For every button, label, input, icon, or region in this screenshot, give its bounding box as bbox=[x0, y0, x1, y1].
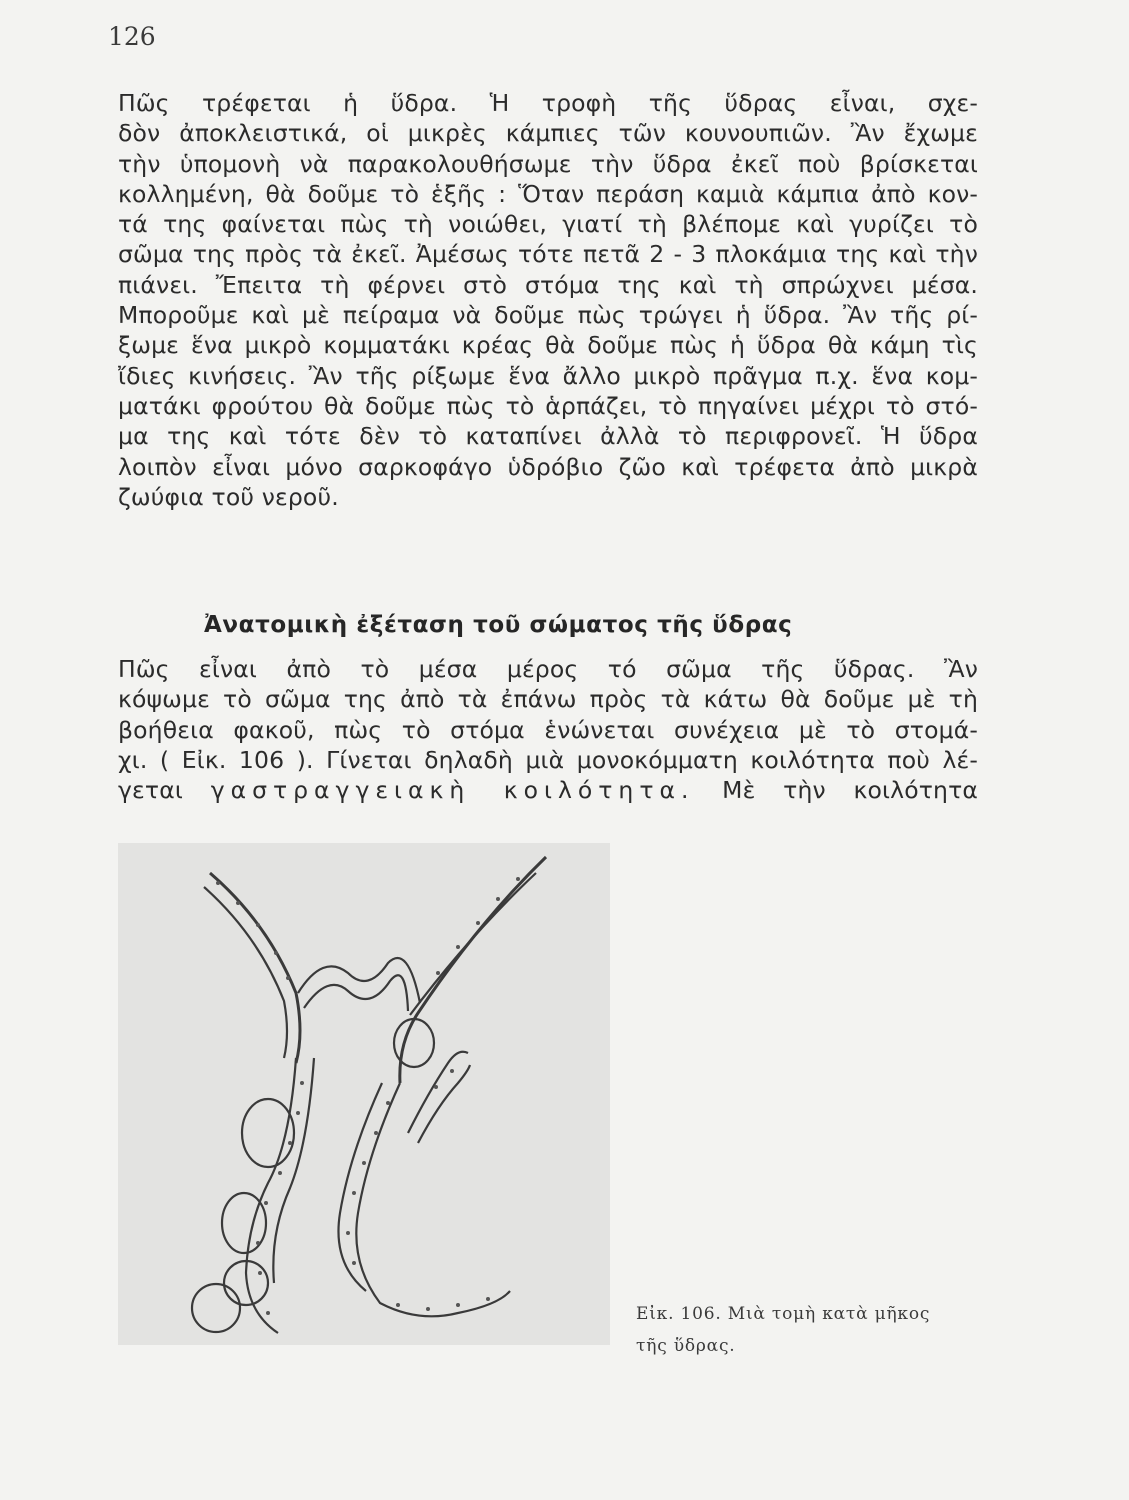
text-line: ζωύφια τοῦ νεροῦ. bbox=[118, 482, 339, 511]
caption-line: Εἰκ. 106. Μιὰ τομὴ κατὰ μῆκος bbox=[636, 1304, 931, 1324]
hydra-section-illustration bbox=[118, 843, 610, 1345]
emphasized-term: γαστραγγειακὴ κοιλότητα. bbox=[210, 776, 695, 805]
text-line: κολλημένη, θὰ δοῦμε τὸ ἑξῆς : Ὅταν περάση καμιὰ κάμπια ἀπὸ κον- bbox=[118, 179, 978, 208]
text-line: βοήθεια φακοῦ, πὼς τὸ στόμα ἑνώνεται συνέχεια μὲ τὸ στομά- bbox=[118, 715, 978, 744]
text-line: τὴν ὑπομονὴ νὰ παρακολουθήσωμε τὴν ὕδρα ἐκεῖ ποὺ βρίσκεται bbox=[118, 149, 978, 178]
text-line: κόψωμε τὸ σῶμα της ἀπὸ τὰ ἐπάνω πρὸς τὰ κάτω θὰ δοῦμε μὲ τὴ bbox=[118, 685, 978, 714]
text-line: ματάκι φρούτου θὰ δοῦμε πὼς τὸ ἁρπάζει, τὸ πηγαίνει μέχρι τὸ στό- bbox=[118, 391, 978, 420]
text-fragment: Μὲ τὴν κοιλότητα bbox=[722, 776, 979, 805]
text-line: Μποροῦμε καὶ μὲ πείραμα νὰ δοῦμε πὼς τρώγει ἡ ὕδρα. Ἂν τῆς ρί- bbox=[118, 301, 978, 330]
anatomy-paragraph bbox=[118, 654, 978, 805]
page-number: 126 bbox=[108, 22, 156, 51]
text-line: σῶμα της πρὸς τὰ ἐκεῖ. Ἀμέσως τότε πετᾶ 2 - 3 πλοκάμια της καὶ τὴν bbox=[118, 240, 978, 269]
text-line: Πῶς τρέφεται ἡ ὕδρα. Ἡ τροφὴ τῆς ὕδρας εἶναι, σχε- bbox=[118, 89, 978, 117]
text-line: ἴδιες κινήσεις. Ἂν τῆς ρίξωμε ἕνα ἄλλο μικρὸ πρᾶγμα π.χ. ἕνα κομ- bbox=[118, 361, 978, 390]
caption-line: τῆς ὕδρας. bbox=[636, 1336, 736, 1356]
text-line: λοιπὸν εἶναι μόνο σαρκοφάγο ὑδρόβιο ζῶο καὶ τρέφετα ἀπὸ μικρὰ bbox=[118, 452, 978, 481]
section-heading: Ἀνατομικὴ ἐξέταση τοῦ σώματος τῆς ὕδρας bbox=[204, 612, 793, 638]
hydra-drawing bbox=[118, 843, 610, 1345]
text-line: χι. ( Εἰκ. 106 ). Γίνεται δηλαδὴ μιὰ μονοκόμματη κοιλότητα ποὺ λέ- bbox=[118, 745, 978, 774]
text-line: μα της καὶ τότε δὲν τὸ καταπίνει ἀλλὰ τὸ περιφρονεῖ. Ἡ ὕδρα bbox=[118, 422, 978, 451]
figure-caption bbox=[636, 1298, 1016, 1362]
feeding-paragraph bbox=[118, 88, 978, 512]
text-line bbox=[118, 775, 978, 805]
text-line: πιάνει. Ἔπειτα τὴ φέρνει στὸ στόμα της καὶ τὴ σπρώχνει μέσα. bbox=[118, 270, 978, 299]
text-line: τά της φαίνεται πὼς τὴ νοιώθει, γιατί τὴ βλέπομε καὶ γυρίζει τὸ bbox=[118, 210, 978, 239]
text-line: Πῶς εἶναι ἀπὸ τὸ μέσα μέρος τό σῶμα τῆς ὕδρας. Ἂν bbox=[118, 655, 978, 683]
text-line: ξωμε ἕνα μικρὸ κομματάκι κρέας θὰ δοῦμε πὼς ἡ ὕδρα θὰ κάμη τὶς bbox=[118, 331, 978, 360]
text-line: δὸν ἀποκλειστικά, οἱ μικρὲς κάμπιες τῶν κουνουπιῶν. Ἂν ἔχωμε bbox=[118, 119, 978, 148]
text-fragment: γεται bbox=[118, 776, 183, 805]
